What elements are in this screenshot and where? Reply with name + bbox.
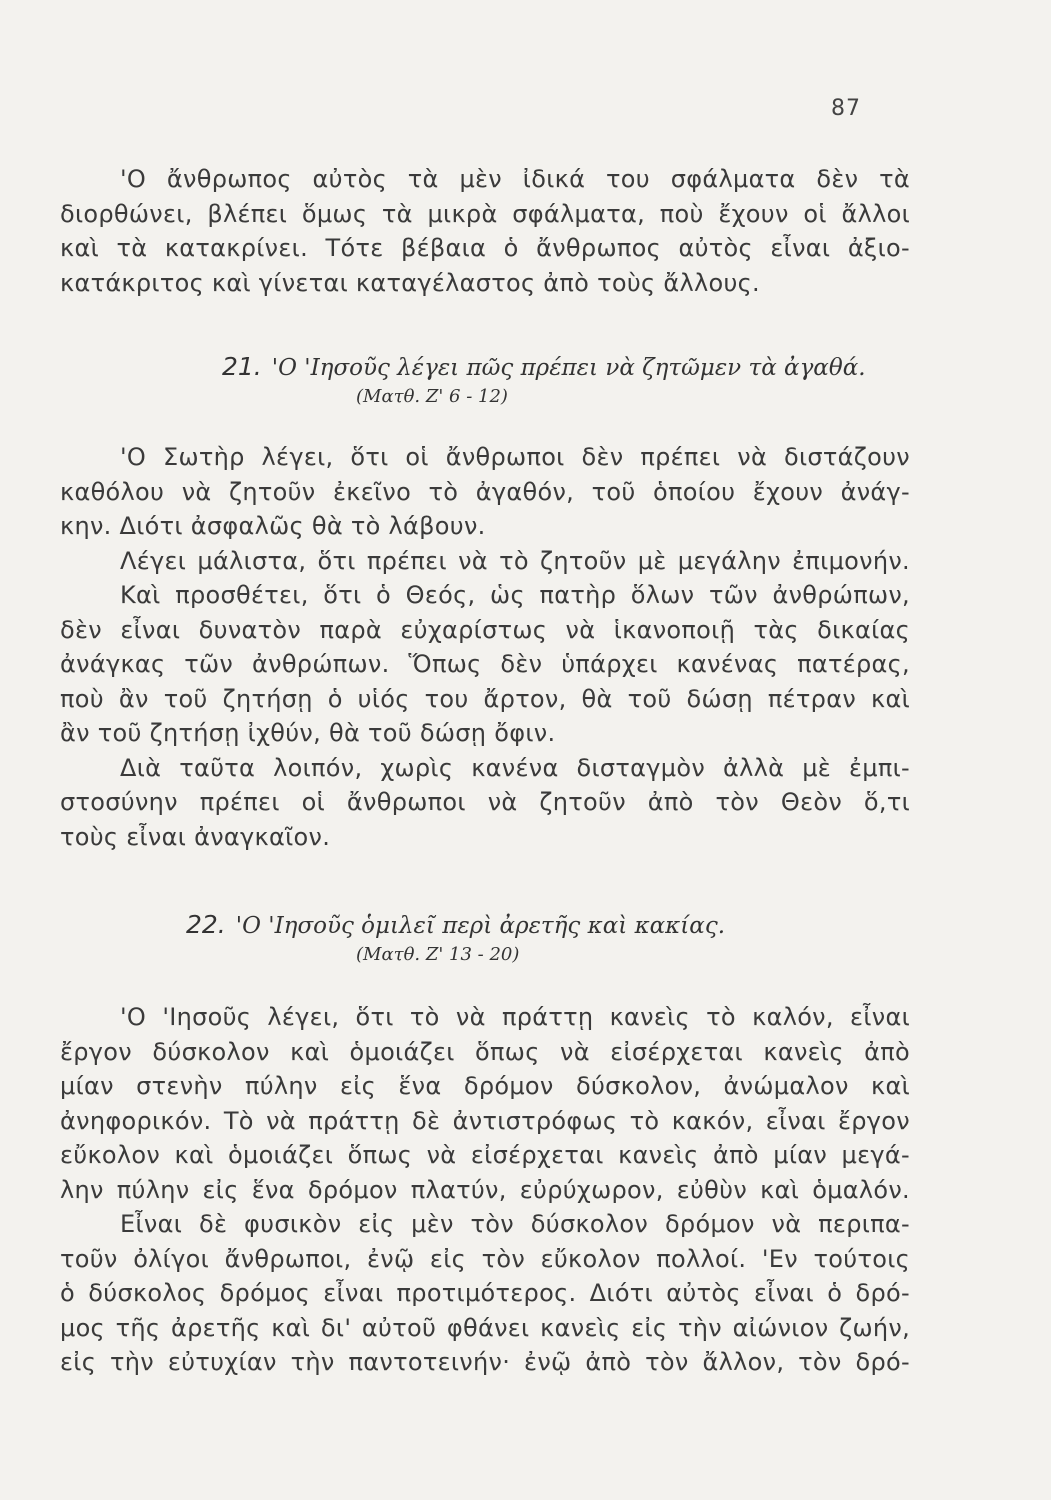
text-line: ἂν τοῦ ζητήσῃ ἰχθύν, θὰ τοῦ δώσῃ ὄφιν. bbox=[60, 719, 556, 747]
text-line: καὶ τὰ κατακρίνει. Τότε βέβαια ὁ ἄνθρωπος αὐτὸς εἶναι ἀξιο- bbox=[60, 234, 910, 262]
text-line: Διὰ ταῦτα λοιπόν, χωρὶς κανένα δισταγμὸν ἀλλὰ μὲ ἐμπι- bbox=[120, 753, 910, 782]
section-21-reference: (Ματθ. Ζ' 6 - 12) bbox=[356, 386, 508, 407]
intro-paragraph bbox=[60, 162, 910, 300]
text-line: εὔκολον καὶ ὁμοιάζει ὅπως νὰ εἰσέρχεται κανεὶς ἀπὸ μίαν μεγά- bbox=[60, 1141, 910, 1169]
text-line: 'Ο 'Ιησοῦς λέγει, ὅτι τὸ νὰ πράττῃ κανεὶς τὸ καλόν, εἶναι bbox=[120, 1003, 910, 1031]
text-line: Λέγει μάλιστα, ὅτι πρέπει νὰ τὸ ζητοῦν μὲ μεγάλην ἐπιμονήν. bbox=[120, 546, 910, 575]
page-number: 87 bbox=[831, 96, 861, 121]
text-line: διορθώνει, βλέπει ὅμως τὰ μικρὰ σφάλματα, ποὺ ἔχουν οἱ ἄλλοι bbox=[60, 199, 910, 228]
text-line: δὲν εἶναι δυνατὸν παρὰ εὐχαρίστως νὰ ἱκανοποιῇ τὰς δικαίας bbox=[60, 615, 910, 644]
section-title: 'Ο 'Ιησοῦς λέγει πῶς πρέπει νὰ ζητῶμεν τὰ ἀγαθά. bbox=[271, 355, 866, 381]
section-22-reference: (Ματθ. Ζ' 13 - 20) bbox=[356, 944, 520, 965]
text-line: κατάκριτος καὶ γίνεται καταγέλαστος ἀπὸ τοὺς ἄλλους. bbox=[60, 268, 760, 297]
section-22-body bbox=[60, 1000, 910, 1380]
text-line: καθόλου νὰ ζητοῦν ἐκεῖνο τὸ ἀγαθόν, τοῦ ὁποίου ἔχουν ἀνάγ- bbox=[60, 477, 910, 506]
text-line: ὁ δύσκολος δρόμος εἶναι προτιμότερος. Διότι αὐτὸς εἶναι ὁ δρό- bbox=[60, 1279, 910, 1307]
text-line: εἰς τὴν εὐτυχίαν τὴν παντοτεινήν· ἐνῷ ἀπὸ τὸν ἄλλον, τὸν δρό- bbox=[60, 1348, 910, 1376]
text-line: στοσύνην πρέπει οἱ ἄνθρωποι νὰ ζητοῦν ἀπὸ τὸν Θεὸν ὅ,τι bbox=[60, 788, 910, 816]
text-line: Καὶ προσθέτει, ὅτι ὁ Θεός, ὡς πατὴρ ὅλων τῶν ἀνθρώπων, bbox=[120, 581, 910, 609]
section-21-heading bbox=[222, 352, 866, 381]
section-number: 21. bbox=[222, 352, 262, 381]
text-line: Εἶναι δὲ φυσικὸν εἰς μὲν τὸν δύσκολον δρόμον νὰ περιπα- bbox=[120, 1210, 910, 1238]
text-line: τοῦν ὀλίγοι ἄνθρωποι, ἐνῷ εἰς τὸν εὔκολον πολλοί. 'Εν τούτοις bbox=[60, 1244, 910, 1273]
text-line: ποὺ ἂν τοῦ ζητήσῃ ὁ υἱός του ἄρτον, θὰ τοῦ δώσῃ πέτραν καὶ bbox=[60, 684, 910, 713]
text-line: ἔργον δύσκολον καὶ ὁμοιάζει ὅπως νὰ εἰσέρχεται κανεὶς ἀπὸ bbox=[60, 1037, 910, 1066]
text-line: κην. Διότι ἀσφαλῶς θὰ τὸ λάβουν. bbox=[60, 512, 486, 540]
text-line: 'Ο ἄνθρωπος αὐτὸς τὰ μὲν ἰδικά του σφάλματα δὲν τὰ bbox=[120, 165, 910, 193]
text-line: λην πύλην εἰς ἕνα δρόμον πλατύν, εὐρύχωρον, εὐθὺν καὶ ὁμαλόν. bbox=[60, 1175, 910, 1204]
section-title: 'Ο 'Ιησοῦς ὁμιλεῖ περὶ ἀρετῆς καὶ κακίας. bbox=[235, 913, 726, 939]
text-line: ἀνάγκας τῶν ἀνθρώπων. Ὅπως δὲν ὑπάρχει κανένας πατέρας, bbox=[60, 650, 910, 678]
text-line: ἀνηφορικόν. Τὸ νὰ πράττῃ δὲ ἀντιστρόφως τὸ κακόν, εἶναι ἔργον bbox=[60, 1106, 910, 1135]
text-line: μίαν στενὴν πύλην εἰς ἕνα δρόμον δύσκολον, ἀνώμαλον καὶ bbox=[60, 1072, 910, 1100]
section-22-heading bbox=[186, 910, 725, 939]
text-line: 'Ο Σωτὴρ λέγει, ὅτι οἱ ἄνθρωποι δὲν πρέπει νὰ διστάζουν bbox=[120, 443, 910, 471]
text-line: μος τῆς ἀρετῆς καὶ δι' αὐτοῦ φθάνει κανεὶς εἰς τὴν αἰώνιον ζωήν, bbox=[60, 1313, 910, 1342]
section-21-body bbox=[60, 440, 910, 854]
text-line: τοὺς εἶναι ἀναγκαῖον. bbox=[60, 822, 331, 851]
section-number: 22. bbox=[186, 910, 226, 939]
